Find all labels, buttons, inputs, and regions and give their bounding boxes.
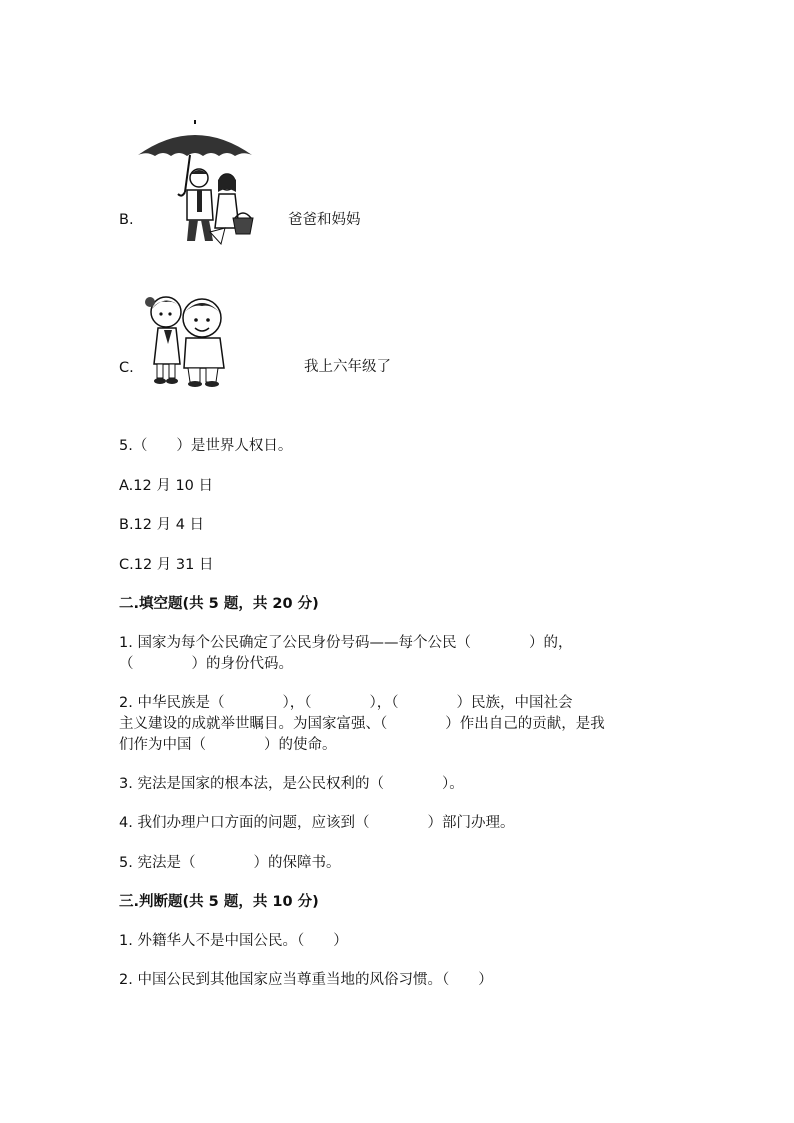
parents-umbrella-illustration	[135, 120, 255, 245]
s2-q3: 3. 宪法是国家的根本法，是公民权利的（ ）。	[119, 776, 464, 792]
option-b-text: 爸爸和妈妈	[288, 212, 361, 228]
option-c-label: C.	[119, 360, 134, 376]
section3-heading: 三.判断题(共 5 题，共 10 分)	[119, 894, 319, 910]
q5-option-c: C.12 月 31 日	[119, 557, 214, 573]
s2-q2-line2: 主义建设的成就举世瞩目。为国家富强、（ ）作出自己的贡献，是我	[119, 716, 605, 732]
children-illustration	[140, 288, 232, 388]
option-b-label: B.	[119, 212, 134, 228]
s2-q1-line2: （ ）的身份代码。	[119, 656, 293, 672]
s2-q2-line3: 们作为中国（ ）的使命。	[119, 737, 337, 753]
option-c-text: 我上六年级了	[304, 359, 391, 375]
s2-q4: 4. 我们办理户口方面的问题，应该到（ ）部门办理。	[119, 815, 515, 831]
s3-q2: 2. 中国公民到其他国家应当尊重当地的风俗习惯。（ ）	[119, 972, 493, 988]
s2-q5: 5. 宪法是（ ）的保障书。	[119, 855, 341, 871]
section2-heading: 二.填空题(共 5 题，共 20 分)	[119, 596, 319, 612]
q5-option-b: B.12 月 4 日	[119, 517, 205, 533]
q5-stem: 5.（ ）是世界人权日。	[119, 438, 293, 454]
s2-q2-line1: 2. 中华民族是（ ），（ ），（ ）民族，中国社会	[119, 695, 573, 711]
s2-q1-line1: 1. 国家为每个公民确定了公民身份号码——每个公民（ ）的，	[119, 635, 573, 651]
s3-q1: 1. 外籍华人不是中国公民。（ ）	[119, 933, 348, 949]
q5-option-a: A.12 月 10 日	[119, 478, 214, 494]
